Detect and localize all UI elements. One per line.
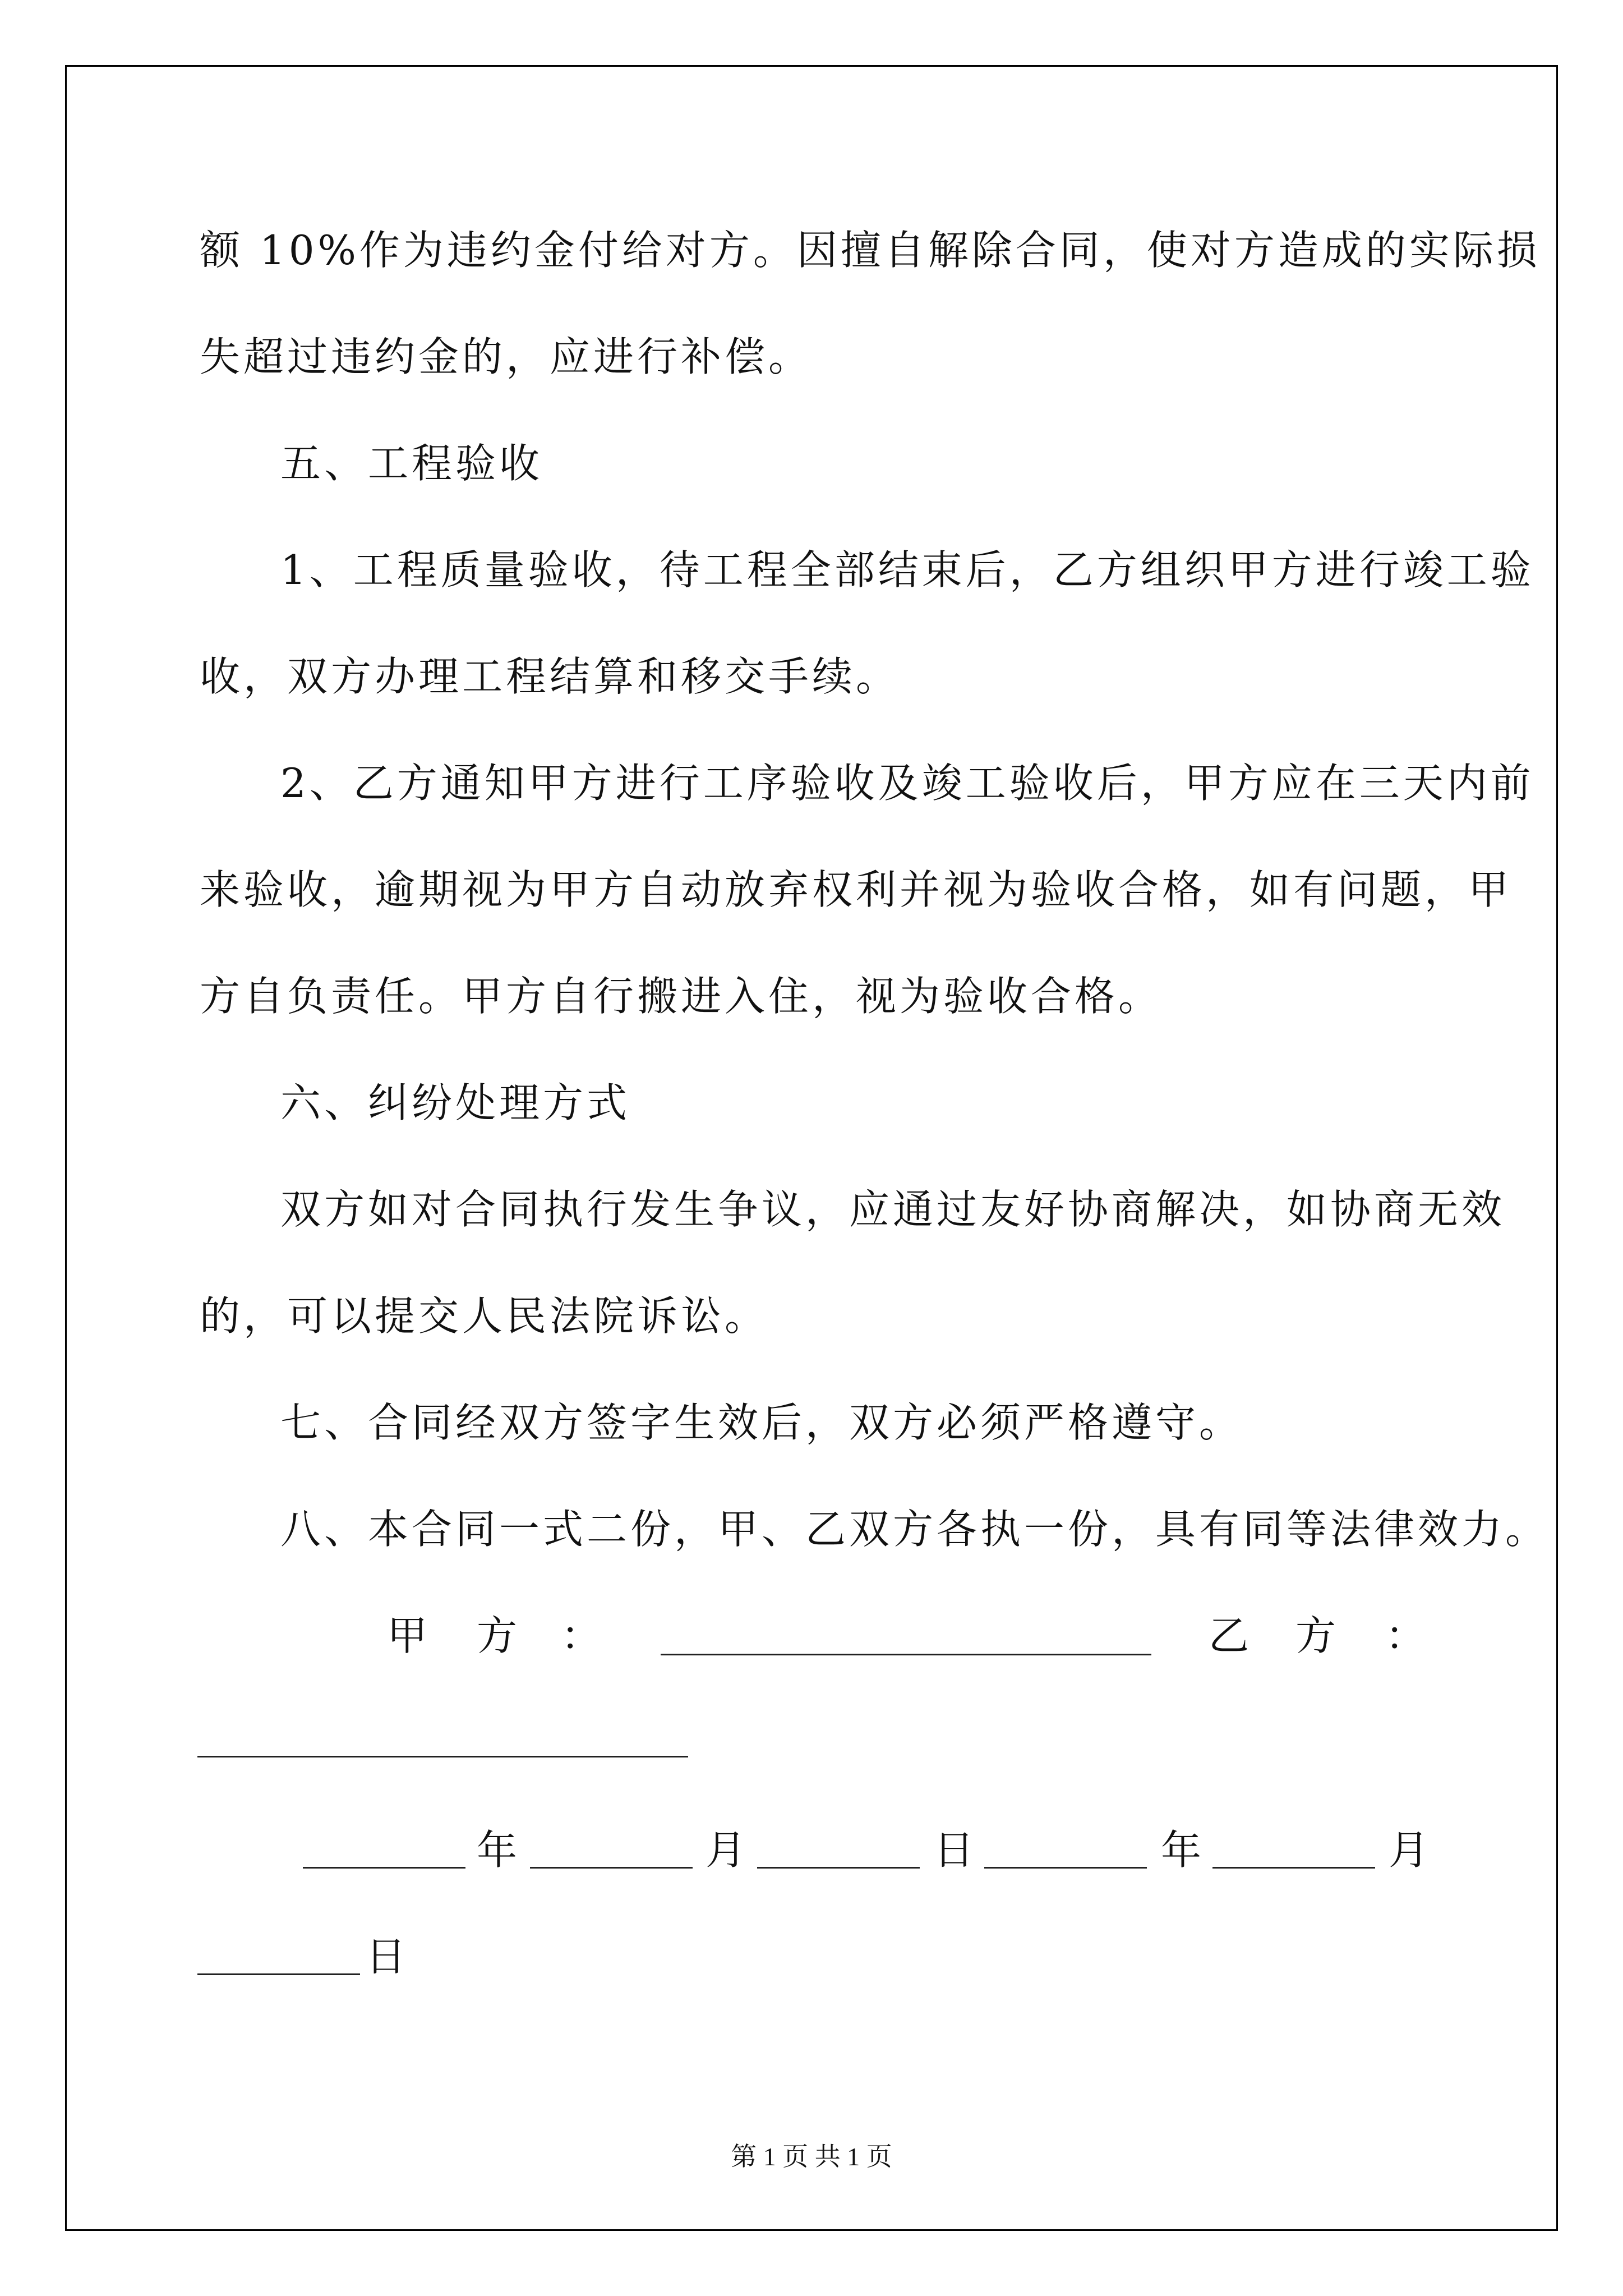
paragraph-line: 额 10%作为违约金付给对方。因擅自解除合同，使对方造成的实际损: [200, 227, 1541, 274]
date-b-month-line: [1212, 1867, 1375, 1869]
page-footer: 第 1 页 共 1 页: [731, 2142, 892, 2171]
paragraph-line: 方自负责任。甲方自行搬进入住，视为验收合格。: [200, 973, 1163, 1020]
date-b-year-line: [984, 1867, 1147, 1869]
page-border: [65, 65, 1558, 2231]
date-a-day-line: [757, 1867, 920, 1869]
date-b-day-label: 日: [366, 1933, 407, 1980]
party-a-signature-line: [661, 1654, 1151, 1655]
paragraph-line: 1、工程质量验收，待工程全部结束后，乙方组织甲方进行竣工验: [280, 546, 1534, 593]
date-b-month-label: 月: [1389, 1826, 1430, 1874]
paragraph-line: 双方如对合同执行发生争议，应通过友好协商解决，如协商无效: [280, 1186, 1506, 1233]
paragraph-line: 来验收，逾期视为甲方自动放弃权利并视为验收合格，如有问题，甲: [200, 866, 1513, 913]
section-heading: 五、工程验收: [280, 440, 543, 487]
date-a-day-label: 日: [934, 1826, 975, 1874]
paragraph-line: 的，可以提交人民法院诉讼。: [200, 1292, 769, 1340]
paragraph-line: 收，双方办理工程结算和移交手续。: [200, 653, 900, 700]
party-b-colon: ：: [1385, 1612, 1426, 1659]
paragraph-line: 失超过违约金的，应进行补偿。: [200, 333, 813, 380]
date-a-year-line: [303, 1867, 465, 1869]
party-b-signature-line: [197, 1756, 688, 1757]
paragraph-line: 2、乙方通知甲方进行工序验收及竣工验收后，甲方应在三天内前: [280, 760, 1534, 807]
party-b-label-char1: 乙: [1209, 1612, 1249, 1659]
party-a-label-char1: 甲: [387, 1612, 428, 1659]
paragraph-line: 七、合同经双方签字生效后，双方必须严格遵守。: [280, 1399, 1243, 1446]
section-heading: 六、纠纷处理方式: [280, 1079, 631, 1126]
party-b-label-char2: 方: [1295, 1612, 1336, 1659]
party-a-colon: ：: [561, 1612, 602, 1659]
date-a-month-line: [530, 1867, 693, 1869]
paragraph-line: 八、本合同一式二份，甲、乙双方各执一份，具有同等法律效力。: [280, 1506, 1550, 1553]
date-a-year-label: 年: [477, 1826, 518, 1874]
date-a-month-label: 月: [706, 1826, 746, 1874]
date-b-year-label: 年: [1161, 1826, 1202, 1874]
date-b-day-line: [197, 1973, 360, 1975]
party-a-label-char2: 方: [477, 1612, 518, 1659]
